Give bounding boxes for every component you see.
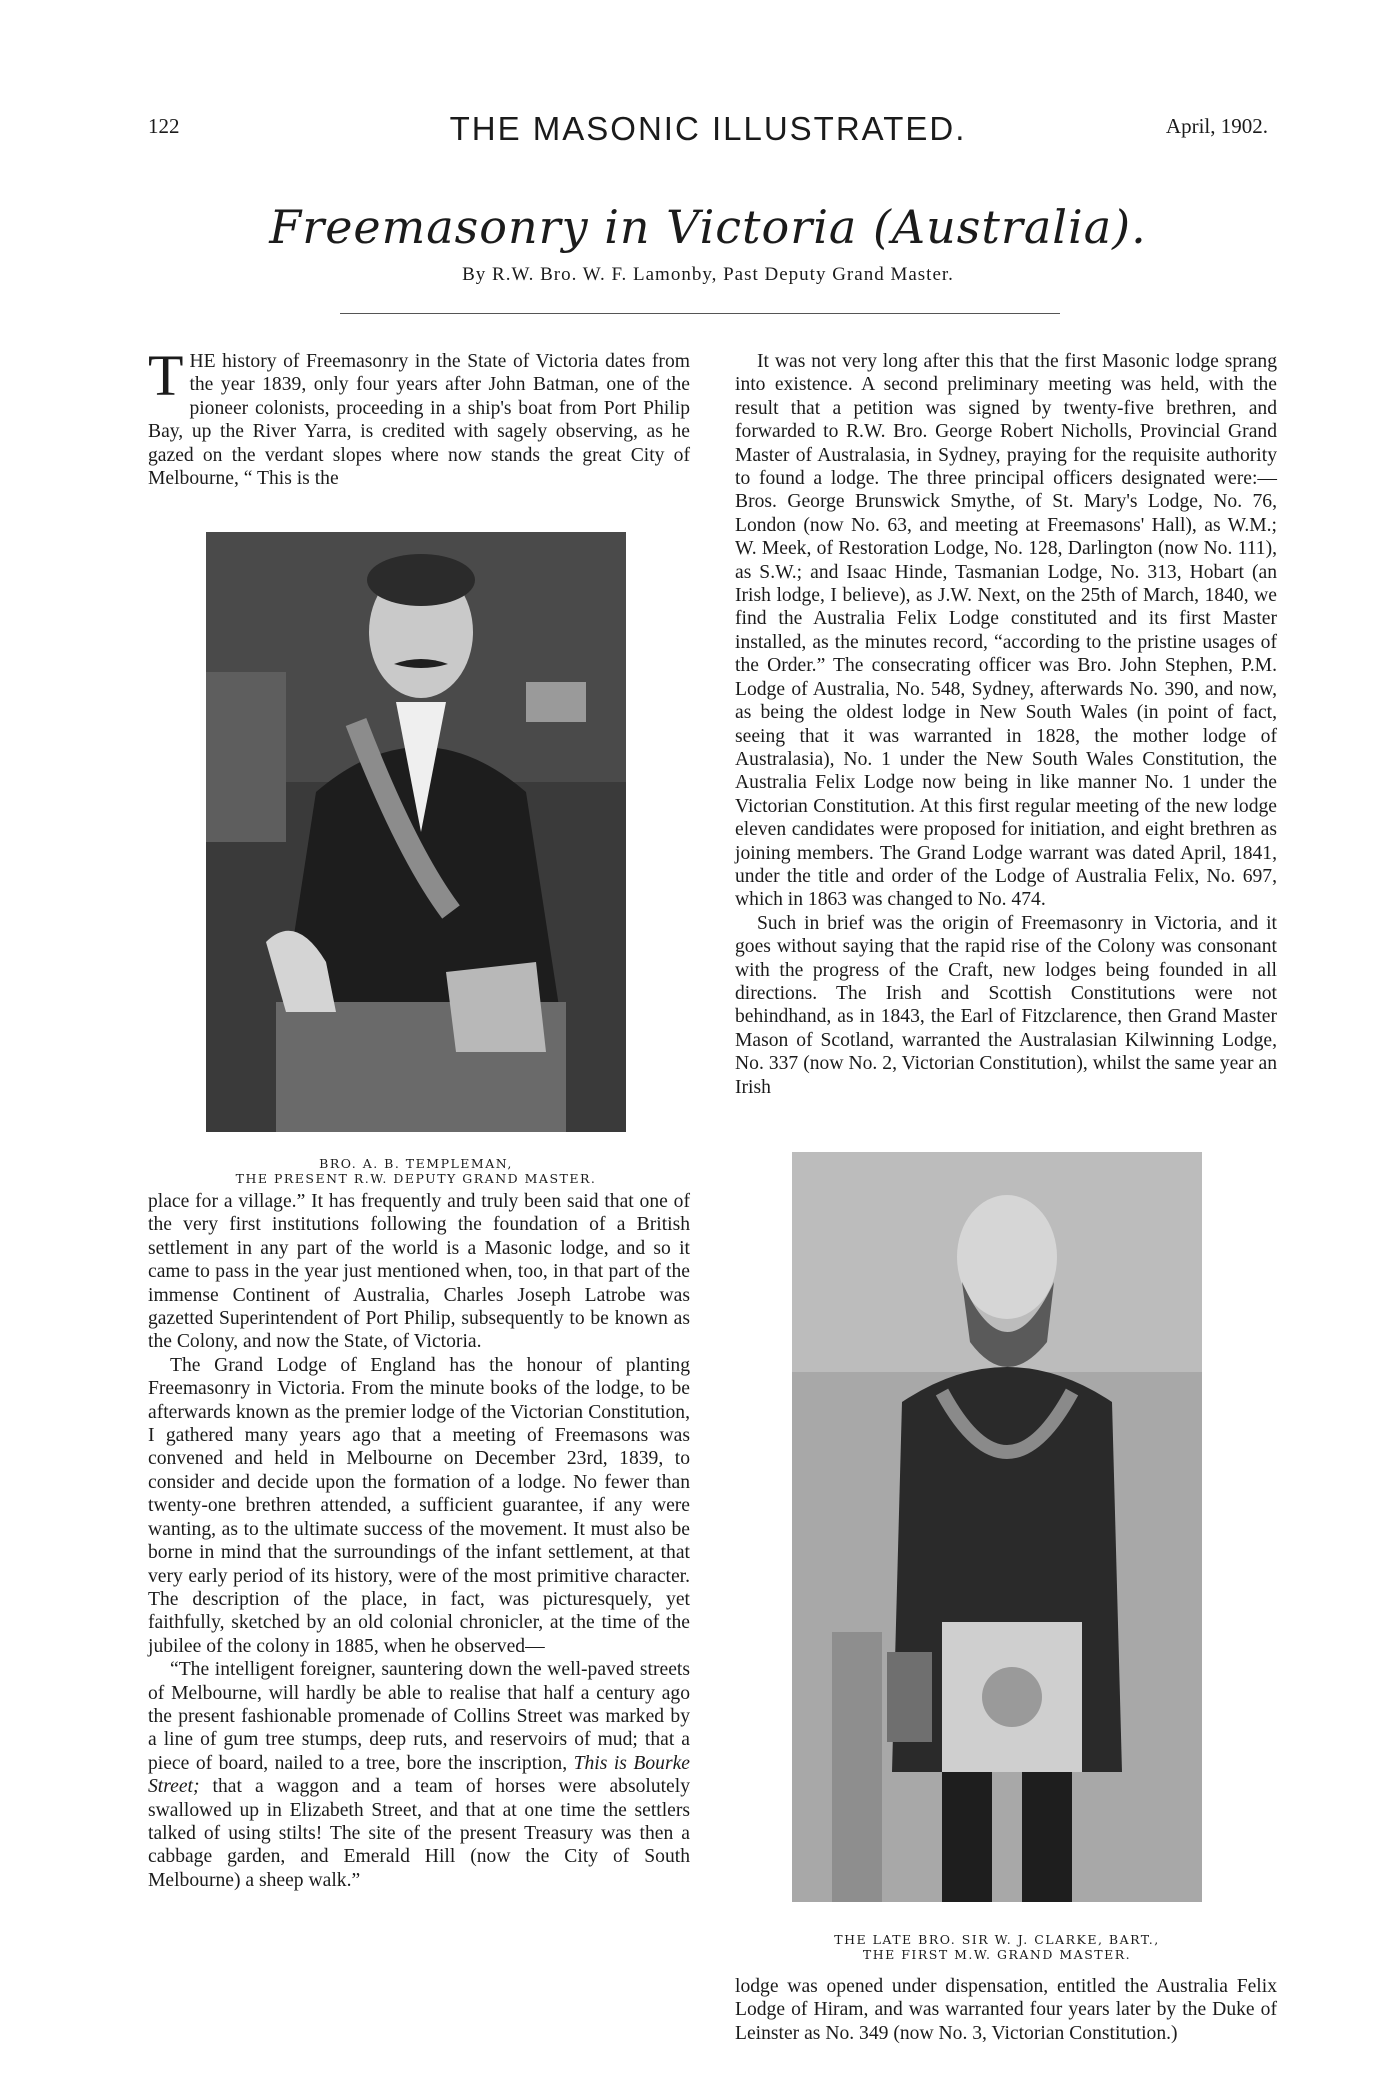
paragraph-3-text-b: that a waggon and a team of horses were absolutely swallowed up in Elizabeth Street, and that at one time the settlers talked of using stilts! The site of the present Treasury was then a cabbage garden, and Emerald Hill (now the City of South Melbourne) a sheep walk.” — [148, 1776, 690, 1891]
page-number: 122 — [148, 114, 180, 138]
column-left-top — [148, 343, 690, 490]
title-divider — [340, 313, 1060, 314]
paragraph-2: The Grand Lodge of England has the honour of planting Freemasonry in Victoria. From the minute books of the lodge, to be afterwards known as the premier lodge of the Victorian Constitution, I gathered many years ago that a meeting of Freemasons was convened and held in Melbourne on December 23rd, 1839, to consider and decide upon the formation of a lodge. No fewer than twenty-one brethren attended, a sufficient guarantee, if any were wanting, as to the ultimate success of the movement. It must also be borne in mind that the surroundings of the infant settlement, at that very early period of its history, were of the most primitive character. The description of the place, in fact, was picturesquely, yet faithfully, sketched by an old colonial chronicler, at the time of the jubilee of the colony in 1885, when he observed— — [148, 1354, 690, 1657]
paragraph-1-continued: place for a village.” It has frequently and truly been said that one of the very first institutions following the foundation of a British settlement in any part of the world is a Masonic lodge, and so it came to pass in the year just mentioned when, too, in that part of the immense Continent of Australia, Charles Joseph Latrobe was gazetted Superintendent of Port Philip, subsequently to be known as the Colony, and now the State, of Victoria. — [148, 1191, 690, 1353]
paragraph-3-italic: This is Bourke Street; — [148, 1752, 690, 1798]
column-right-top — [735, 350, 1277, 1099]
portrait-2-caption — [792, 1932, 1202, 1962]
paragraph-3 — [148, 1658, 690, 1892]
portrait-2-caption-name: THE LATE BRO. SIR W. J. CLARKE, BART., — [834, 1932, 1160, 1947]
portrait-1-caption — [206, 1156, 626, 1186]
portrait-2-caption-title: THE FIRST M.W. GRAND MASTER. — [862, 1947, 1132, 1962]
drop-cap: T — [148, 343, 184, 408]
byline: By R.W. Bro. W. F. Lamonby, Past Deputy Grand Master. — [462, 264, 954, 285]
journal-title: THE MASONIC ILLUSTRATED. — [449, 110, 967, 147]
portrait-1-caption-title: THE PRESENT R.W. DEPUTY GRAND MASTER. — [235, 1171, 597, 1186]
column-left-bottom — [148, 1190, 690, 1892]
paragraph-5-continued: lodge was opened under dispensation, entitled the Australia Felix Lodge of Hiram, and was warranted four years later by the Duke of Leinster as No. 349 (now No. 3, Victorian Constitution.) — [735, 1976, 1277, 2044]
article-title: Freemasonry in Victoria (Australia). — [269, 200, 1147, 254]
portrait-templeman-image — [206, 532, 626, 1132]
portrait-figure-1 — [206, 532, 626, 1192]
article-heading — [148, 200, 1268, 286]
portrait-1-caption-name: BRO. A. B. TEMPLEMAN, — [319, 1156, 513, 1171]
portrait-figure-2 — [792, 1152, 1202, 1964]
portrait-2-illustration — [792, 1152, 1202, 1902]
portrait-1-illustration — [206, 532, 626, 1132]
paragraph-1 — [148, 343, 690, 490]
column-right-bottom — [735, 1975, 1277, 2045]
portrait-clarke-image — [792, 1152, 1202, 1902]
issue-date: April, 1902. — [1165, 114, 1268, 138]
paragraph-3-text-a: “The intelligent foreigner, sauntering down the well-paved streets of Melbourne, will hardly be able to realise that half a century ago the present fashionable promenade of Collins Street was marked by a line of gum tree stumps, deep ruts, and reservoirs of mud; that a piece of board, nailed to a tree, bore the inscription, — [148, 1659, 690, 1774]
paragraph-4: It was not very long after this that the first Masonic lodge sprang into existence. A second preliminary meeting was held, with the result that a petition was signed by twenty-five brethren, and forwarded to R.W. Bro. George Robert Nicholls, Provincial Grand Master of Australasia, in Sydney, praying for the requisite authority to found a lodge. The three principal officers designated were:—Bros. George Brunswick Smythe, of St. Mary's Lodge, No. 76, London (now No. 63, and meeting at Freemasons' Hall), as W.M.; W. Meek, of Restoration Lodge, No. 128, Darlington (now No. 111), as S.W.; and Isaac Hinde, Tasmanian Lodge, No. 313, Hobart (an Irish lodge, I believe), as J.W. Next, on the 25th of March, 1840, we find the Australia Felix Lodge constituted and its first Master installed, as the minutes record, “according to the pristine usages of the Order.” The consecrating officer was Bro. John Stephen, P.M. Lodge of Australia, No. 548, Sydney, afterwards No. 390, and now, as being the oldest lodge in New South Wales (in point of fact, seeing that it was warranted in 1828, the mother lodge of Australasia), No. 1 under the New South Wales Constitution, the Australia Felix Lodge now being in like manner No. 1 under the Victorian Constitution. At this first regular meeting of the new lodge eleven candidates were proposed for initiation, and eight brethren as joining members. The Grand Lodge warrant was dated April, 1841, under the title and order of the Lodge of Australia Felix, No. 697, which in 1863 was changed to No. 474. — [735, 351, 1277, 911]
running-head — [148, 110, 1268, 150]
paragraph-1-text: HE history of Freemasonry in the State of Victoria dates from the year 1839, only four years after John Batman, one of the pioneer colonists, proceeding in a ship's boat from Port Philip Bay, up the River Yarra, is credited with sagely observing, as he gazed on the verdant slopes where now stands the great City of Melbourne, “ This is the — [148, 351, 690, 490]
paragraph-5: Such in brief was the origin of Freemasonry in Victoria, and it goes without saying that the rapid rise of the Colony was consonant with the progress of the Craft, new lodges being founded in all directions. The Irish and Scottish Constitutions were not behindhand, as in 1843, the Earl of Fitzclarence, then Grand Master Mason of Scotland, warranted the Australasian Kilwinning Lodge, No. 337 (now No. 2, Victorian Constitution), whilst the same year an Irish — [735, 912, 1277, 1098]
